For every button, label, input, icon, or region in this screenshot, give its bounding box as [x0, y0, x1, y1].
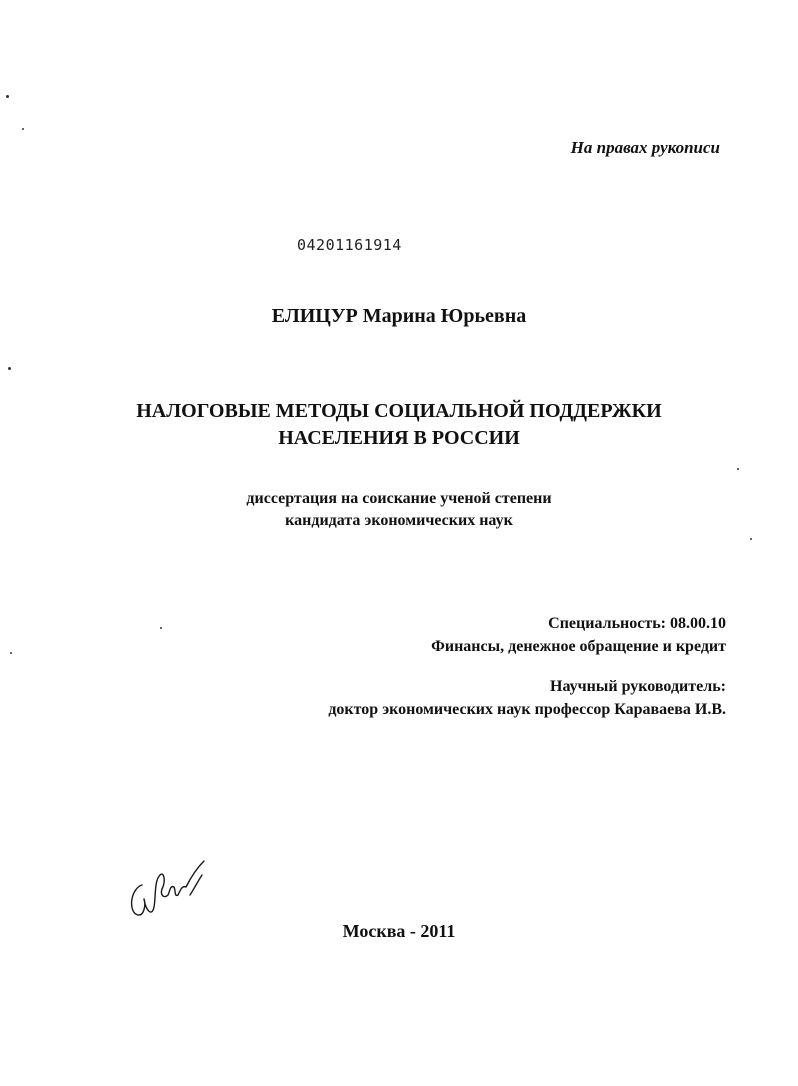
scan-speck — [750, 538, 752, 540]
specialty-name: Финансы, денежное обращение и кредит — [431, 638, 726, 655]
thesis-title — [0, 398, 798, 452]
scan-speck — [8, 367, 11, 370]
thesis-title-line-1: НАЛОГОВЫЕ МЕТОДЫ СОЦИАЛЬНОЙ ПОДДЕРЖКИ — [136, 400, 662, 422]
specialty-block — [431, 612, 726, 658]
degree-line-1: диссертация на соискание ученой степени — [246, 490, 552, 507]
rights-note: На правах рукописи — [570, 138, 720, 157]
specialty-code: Специальность: 08.00.10 — [548, 615, 726, 632]
thesis-title-line-2: НАСЕЛЕНИЯ В РОССИИ — [278, 427, 520, 449]
scan-speck — [737, 468, 739, 470]
degree-statement — [0, 488, 798, 532]
registry-number-stamp: 04201161914 — [297, 236, 402, 254]
advisor-block — [328, 675, 726, 721]
handwritten-signature-icon — [124, 855, 214, 925]
advisor-name: доктор экономических наук профессор Караваева И.В. — [328, 701, 726, 718]
advisor-label: Научный руководитель: — [550, 678, 726, 695]
scan-speck — [160, 627, 162, 629]
scan-speck — [6, 95, 9, 98]
degree-line-2: кандидата экономических наук — [285, 512, 513, 529]
author-name: ЕЛИЦУР Марина Юрьевна — [271, 305, 527, 327]
city-year: Москва - 2011 — [342, 921, 456, 941]
scan-speck — [10, 652, 12, 654]
scan-speck — [22, 128, 24, 130]
